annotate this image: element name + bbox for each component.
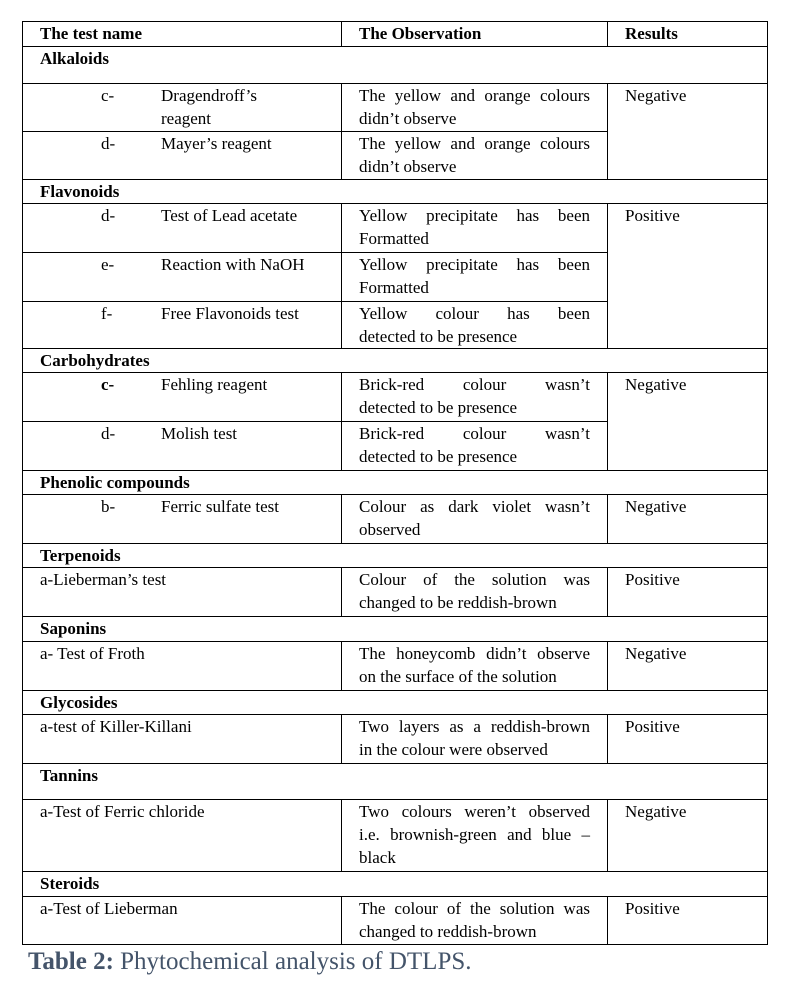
test-name-line: reagent <box>161 109 212 128</box>
test-label: a-Test of Lieberman <box>40 899 178 918</box>
section-row <box>23 691 768 715</box>
test-name-cell <box>23 204 342 253</box>
section-row <box>23 349 768 373</box>
observation-line: changed to reddish-brown <box>359 922 537 941</box>
test-name-group <box>40 253 324 276</box>
test-name-cell <box>23 302 342 349</box>
test-letter: d- <box>101 206 116 225</box>
observation-line: on the surface of the solution <box>359 667 557 686</box>
test-name-cell <box>23 495 342 544</box>
test-name <box>161 495 279 518</box>
test-name-group <box>40 204 324 227</box>
section-row <box>23 617 768 642</box>
test-name-cell <box>23 253 342 302</box>
observation-line: Colour as dark violet wasn’t <box>359 497 590 516</box>
section-row <box>23 471 768 495</box>
table-caption <box>28 947 472 977</box>
test-name-group <box>40 132 324 155</box>
observation-line: Yellow colour has been <box>359 304 590 323</box>
section-title: Terpenoids <box>23 544 768 568</box>
test-row <box>23 642 768 691</box>
test-name-line: Free Flavonoids test <box>161 304 299 323</box>
section-title: Flavonoids <box>23 180 768 204</box>
test-row <box>23 715 768 764</box>
test-name-line: Fehling reagent <box>161 375 268 394</box>
test-name-cell <box>23 642 342 691</box>
result-cell: Negative <box>608 495 768 544</box>
result-cell: Negative <box>608 84 768 180</box>
result-cell: Negative <box>608 642 768 691</box>
test-name-cell <box>23 568 342 617</box>
test-name-group <box>40 84 324 130</box>
observation-line: Brick-red colour wasn’t <box>359 424 590 443</box>
header-observation: The Observation <box>342 22 608 47</box>
observation-cell <box>342 132 608 180</box>
test-name <box>161 84 257 130</box>
observation-line: Yellow precipitate has been <box>359 255 590 274</box>
observation-cell <box>342 204 608 253</box>
test-name-line: Dragendroff’s <box>161 86 257 105</box>
test-letter: c- <box>101 375 115 394</box>
result-cell: Positive <box>608 897 768 945</box>
test-row <box>23 495 768 544</box>
section-title: Carbohydrates <box>23 349 768 373</box>
section-title: Saponins <box>23 617 768 642</box>
observation-cell <box>342 422 608 471</box>
test-name <box>161 253 305 276</box>
observation-cell <box>342 715 608 764</box>
observation-line: Formatted <box>359 229 429 248</box>
observation-line: in the colour were observed <box>359 740 548 759</box>
test-name-cell <box>23 373 342 422</box>
observation-line: The yellow and orange colours <box>359 134 590 153</box>
test-name-group <box>40 373 324 396</box>
observation-line: Colour of the solution was <box>359 570 590 589</box>
test-letter: b- <box>101 497 116 516</box>
test-label: a- Test of Froth <box>40 644 145 663</box>
observation-line: Formatted <box>359 278 429 297</box>
test-name-group <box>40 422 324 445</box>
observation-cell <box>342 84 608 132</box>
test-name-cell <box>23 897 342 945</box>
test-label: a-test of Killer-Killani <box>40 717 192 736</box>
test-label: a-Lieberman’s test <box>40 570 167 589</box>
test-name-cell <box>23 800 342 872</box>
section-title: Steroids <box>23 872 768 897</box>
test-row <box>23 800 768 872</box>
caption-text: Phytochemical analysis of DTLPS. <box>120 948 472 975</box>
observation-cell <box>342 253 608 302</box>
result-cell: Negative <box>608 373 768 471</box>
test-name-cell <box>23 422 342 471</box>
observation-line: i.e. brownish-green and blue – <box>359 825 590 844</box>
observation-line: The honeycomb didn’t observe <box>359 644 590 663</box>
test-name-group <box>40 495 324 518</box>
test-name <box>161 422 237 445</box>
section-title: Glycosides <box>23 691 768 715</box>
observation-line: detected to be presence <box>359 327 518 346</box>
result-cell: Negative <box>608 800 768 872</box>
test-row <box>23 373 768 422</box>
section-title: Alkaloids <box>23 47 768 84</box>
observation-line: Yellow precipitate has been <box>359 206 590 225</box>
test-letter: f- <box>101 304 113 323</box>
header-test-name: The test name <box>23 22 342 47</box>
test-letter: e- <box>101 255 115 274</box>
section-row <box>23 180 768 204</box>
test-row <box>23 897 768 945</box>
test-row <box>23 84 768 132</box>
observation-line: Brick-red colour wasn’t <box>359 375 590 394</box>
section-row <box>23 764 768 800</box>
observation-line: observed <box>359 520 421 539</box>
test-name-line: Test of Lead acetate <box>161 206 298 225</box>
test-name <box>161 373 267 396</box>
observation-line: detected to be presence <box>359 447 518 466</box>
observation-line: Two colours weren’t observed <box>359 802 590 821</box>
observation-line: didn’t observe <box>359 157 457 176</box>
section-title: Tannins <box>23 764 768 800</box>
phytochemical-analysis-table <box>22 21 768 945</box>
test-name-group <box>40 302 324 325</box>
result-cell: Positive <box>608 568 768 617</box>
observation-line: changed to be reddish-brown <box>359 593 557 612</box>
observation-cell <box>342 800 608 872</box>
test-letter: d- <box>101 424 116 443</box>
observation-cell <box>342 642 608 691</box>
result-cell: Positive <box>608 715 768 764</box>
section-row <box>23 872 768 897</box>
observation-line: The yellow and orange colours <box>359 86 590 105</box>
observation-line: black <box>359 848 396 867</box>
test-name <box>161 302 299 325</box>
test-name-line: Molish test <box>161 424 238 443</box>
observation-line: Two layers as a reddish-brown <box>359 717 590 736</box>
test-name-line: Mayer’s reagent <box>161 134 272 153</box>
header-row <box>23 22 768 47</box>
test-name-line: Ferric sulfate test <box>161 497 280 516</box>
test-row <box>23 568 768 617</box>
test-letter: d- <box>101 134 116 153</box>
test-row <box>23 204 768 253</box>
test-name-cell <box>23 715 342 764</box>
header-results: Results <box>608 22 768 47</box>
observation-cell <box>342 302 608 349</box>
observation-line: didn’t observe <box>359 109 457 128</box>
test-name-cell <box>23 132 342 180</box>
observation-cell <box>342 897 608 945</box>
test-name-line: Reaction with NaOH <box>161 255 305 274</box>
section-row <box>23 544 768 568</box>
test-letter: c- <box>101 86 115 105</box>
test-name <box>161 132 272 155</box>
test-name-cell <box>23 84 342 132</box>
section-row <box>23 47 768 84</box>
observation-line: detected to be presence <box>359 398 518 417</box>
result-cell: Positive <box>608 204 768 349</box>
observation-cell <box>342 568 608 617</box>
caption-label: Table 2: <box>28 948 114 975</box>
section-title: Phenolic compounds <box>23 471 768 495</box>
observation-cell <box>342 495 608 544</box>
test-name <box>161 204 297 227</box>
observation-line: The colour of the solution was <box>359 899 590 918</box>
observation-cell <box>342 373 608 422</box>
test-label: a-Test of Ferric chloride <box>40 802 205 821</box>
